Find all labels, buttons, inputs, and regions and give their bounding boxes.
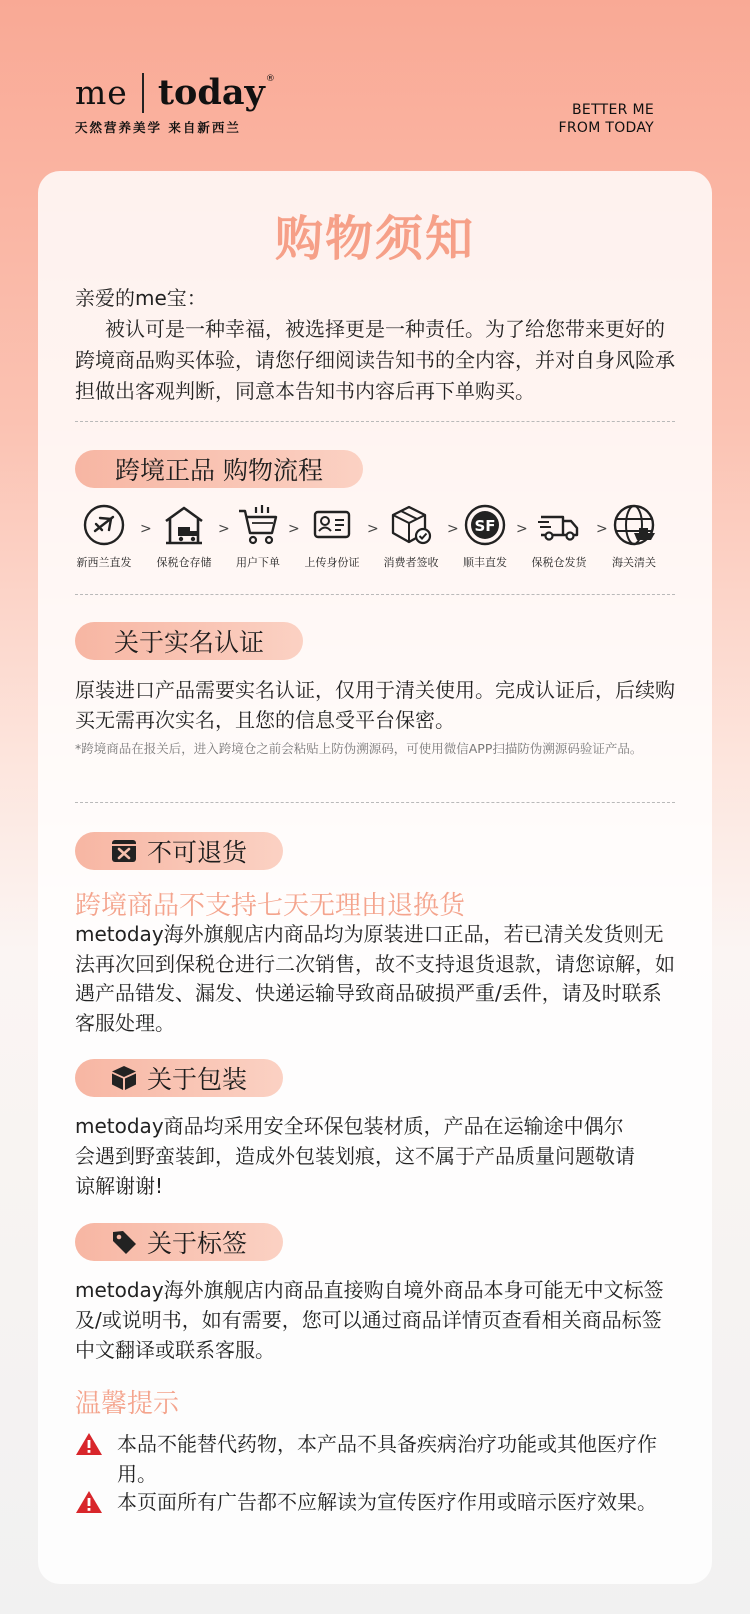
intro [75, 283, 675, 407]
logo-divider [142, 73, 144, 113]
step-customs-clearance: 海关清关 [596, 503, 672, 570]
id-card-icon [310, 503, 354, 547]
packaging-text: metoday商品均采用安全环保包装材质，产品在运输途中偶尔会遇到野蛮装卸，造成外包装划痕，这不属于产品质量问题敬请谅解谢谢! [75, 1114, 635, 1198]
slogan-line-1: BETTER ME [572, 102, 654, 118]
logo-today: today [157, 72, 265, 113]
tips-heading: 温馨提示 [75, 1389, 180, 1419]
step-sf-direct: SF 顺丰直发 [447, 503, 523, 570]
tip-text: 本页面所有广告都不应解读为宣传医疗作用或暗示医疗效果。 [117, 1490, 657, 1514]
warning-icon [75, 1432, 103, 1456]
package-check-icon [389, 503, 433, 547]
labels-heading [75, 1223, 283, 1261]
divider [75, 594, 675, 595]
tag-icon [111, 1229, 137, 1255]
tip-item [75, 1429, 675, 1489]
packaging-heading [75, 1059, 283, 1097]
process-steps [70, 503, 680, 573]
step-consumer-sign: 消费者签收 [373, 503, 449, 570]
step-bonded-shipping: 保税仓发货 [521, 503, 597, 570]
step-arrow: > [367, 521, 379, 537]
process-heading-text: 跨境正品 购物流程 [115, 456, 323, 485]
step-arrow: > [596, 521, 608, 537]
plane-icon [82, 503, 126, 547]
intro-greeting: 亲爱的me宝： [75, 286, 207, 310]
step-arrow: > [218, 521, 230, 537]
logo-subtitle: 天然营养美学 来自新西兰 [75, 120, 241, 135]
globe-ship-icon [612, 503, 656, 547]
tip-item [75, 1487, 675, 1517]
step-arrow: > [447, 521, 459, 537]
header [0, 0, 750, 170]
divider [75, 802, 675, 803]
box-icon [111, 1065, 137, 1091]
slogan-line-2: FROM TODAY [558, 120, 654, 136]
process-heading [75, 450, 363, 488]
realname-heading-text: 关于实名认证 [113, 628, 264, 657]
truck-icon [537, 503, 581, 547]
no-return-box-icon [111, 838, 137, 864]
returns-heading-text: 不可退货 [146, 838, 247, 867]
step-upload-id: 上传身份证 [294, 503, 370, 570]
logo-me: me [75, 73, 128, 112]
divider [75, 421, 675, 422]
step-arrow: > [288, 521, 300, 537]
svg-text:SF: SF [474, 517, 496, 535]
step-user-order: 用户下单 [220, 503, 296, 570]
returns-text: metoday海外旗舰店内商品均为原装进口正品，若已清关发货则无法再次回到保税仓进行二次销售，故不支持退货退款，请您谅解，如遇产品错发、漏发、快递运输导致商品破损严重/丢件，请及时联系客服处理。 [75, 922, 675, 1035]
warning-icon [75, 1490, 103, 1514]
tip-text: 本品不能替代药物，本产品不具备疾病治疗功能或其他医疗作用。 [117, 1432, 657, 1486]
brand-logo [75, 72, 275, 113]
realname-note: *跨境商品在报关后，进入跨境仓之前会粘贴上防伪溯源码，可使用微信APP扫描防伪溯源码验证产品。 [75, 741, 643, 756]
returns-heading [75, 832, 283, 870]
page-title: 购物须知 [274, 211, 475, 267]
warehouse-icon [162, 503, 206, 547]
realname-heading [75, 622, 303, 660]
packaging-heading-text: 关于包装 [146, 1065, 247, 1094]
intro-paragraph: 被认可是一种幸福，被选择更是一种责任。为了给您带来更好的跨境商品购买体验，请您仔细阅读告知书的全内容，并对自身风险承担做出客观判断，同意本告知书内容后再下单购买。 [75, 317, 675, 403]
cart-icon [236, 503, 280, 547]
labels-text: metoday海外旗舰店内商品直接购自境外商品本身可能无中文标签及/或说明书，如有需要，您可以通过商品详情页查看相关商品标签中文翻译或联系客服。 [75, 1278, 664, 1362]
labels-heading-text: 关于标签 [146, 1229, 247, 1258]
step-bonded-storage: 保税仓存储 [146, 503, 222, 570]
realname-text: 原装进口产品需要实名认证，仅用于清关使用。完成认证后，后续购买无需再次实名，且您的信息受平台保密。 [75, 678, 675, 732]
step-arrow: > [140, 521, 152, 537]
step-arrow: > [516, 521, 528, 537]
returns-subheading: 跨境商品不支持七天无理由退换货 [75, 891, 466, 921]
logo-registered-mark: ® [265, 73, 275, 84]
sf-logo-icon [463, 503, 507, 547]
slogan [559, 101, 654, 137]
step-direct-from-nz: 新西兰直发 [66, 503, 142, 570]
